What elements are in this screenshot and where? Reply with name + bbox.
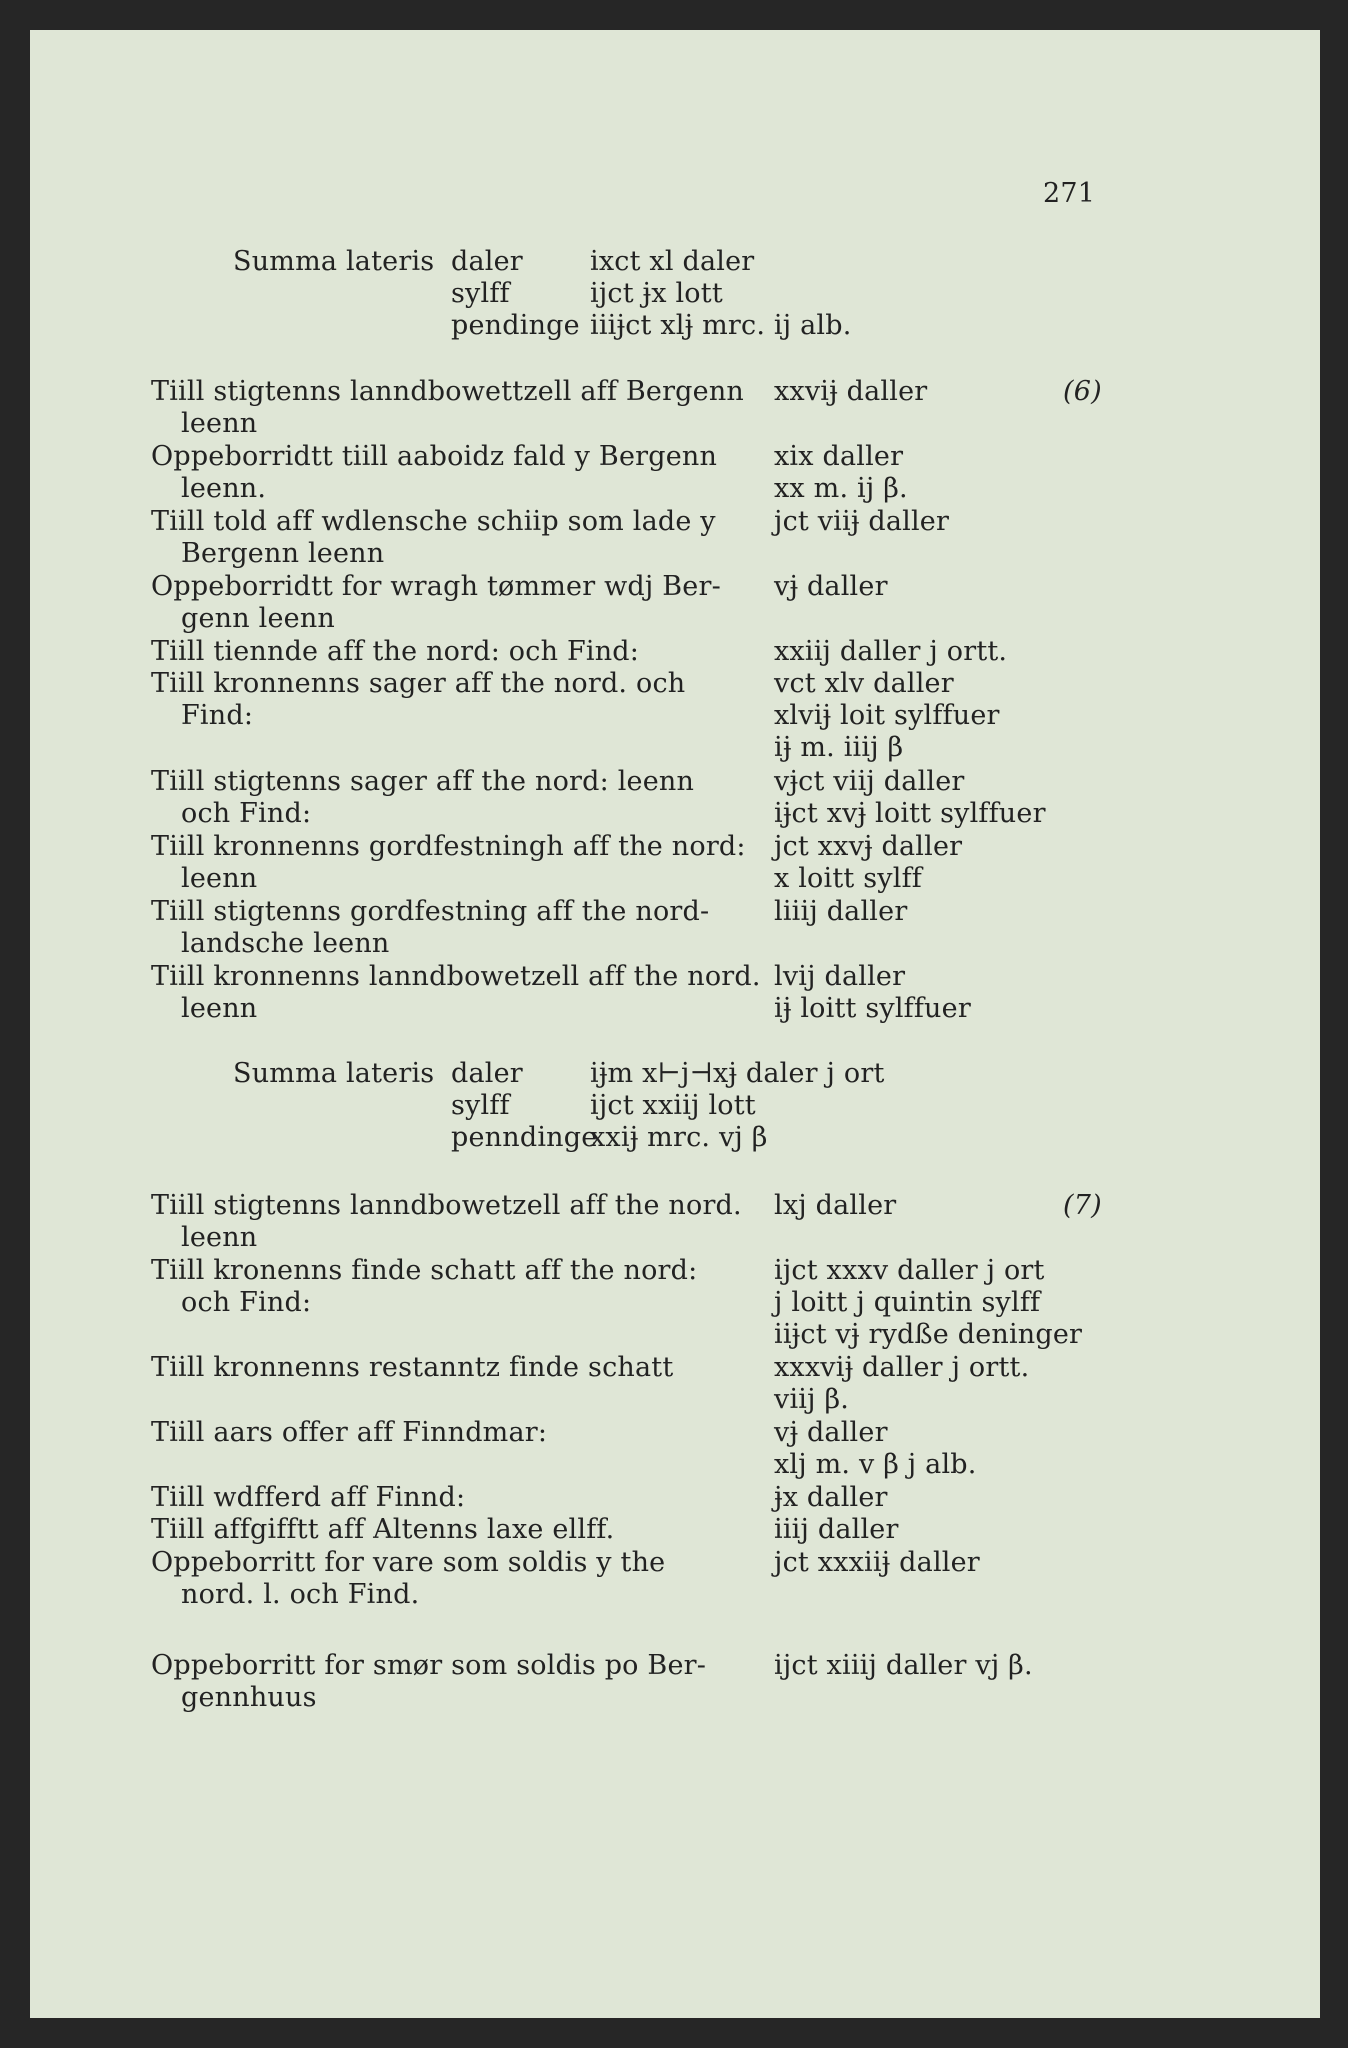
entry-text: Oppeborritt for smør som soldis po Ber- — [151, 1650, 707, 1681]
entry-amount: lvij daller — [774, 961, 906, 992]
entry-text: Find: — [181, 700, 254, 731]
entry-text: Tiill tiennde aff the nord: och Find: — [151, 636, 640, 667]
summa-unit: pendinge — [451, 310, 580, 341]
entry-amount: ɉx daller — [774, 1482, 888, 1513]
summa-unit: daler — [451, 1058, 523, 1089]
entry-text: Tiill affgifftt aff Altenns laxe ellff. — [151, 1514, 615, 1545]
entry-text: Tiill stigtenns lanndbowettzell aff Bergenn — [151, 376, 745, 407]
entry-text: genn leenn — [181, 603, 335, 634]
entry-amount: xx m. ij β. — [774, 473, 908, 504]
entry-text: Tiill told aff wdlensche schiip som lade y — [151, 506, 716, 537]
summa-value: xxiɉ mrc. vj β — [590, 1122, 768, 1153]
entry-text: Oppeborridtt tiill aaboidz fald y Bergenn — [151, 441, 718, 472]
summa-value: iɉm x⊢j⊣xɉ daler j ort — [590, 1058, 885, 1089]
entry-amount: iɉ m. iiij β — [774, 732, 904, 763]
entry-amount: iiij daller — [774, 1514, 899, 1545]
entry-amount: lxj daller — [774, 1190, 897, 1221]
summa-value: ijct ɉx lott — [590, 278, 723, 309]
entry-amount: vɉ daller — [774, 571, 888, 602]
margin-note: (7) — [1063, 1190, 1102, 1221]
summa-label: Summa lateris — [233, 1058, 435, 1089]
entry-text: och Find: — [181, 798, 312, 829]
entry-amount: ijct xiiij daller vj β. — [774, 1650, 1033, 1681]
entry-amount: j loitt j quintin sylff — [774, 1287, 1041, 1318]
summa-value: iiiɉct xlɉ mrc. ij alb. — [590, 310, 852, 341]
entry-amount: xix daller — [774, 441, 904, 472]
entry-amount: xlviɉ loit sylffuer — [774, 700, 1000, 731]
entry-text: landsche leenn — [181, 928, 390, 959]
entry-text: leenn. — [181, 473, 267, 504]
entry-text: och Find: — [181, 1287, 312, 1318]
entry-text: nord. l. och Find. — [181, 1579, 420, 1610]
entry-text: Tiill kronnenns restanntz finde schatt — [151, 1352, 674, 1383]
entry-amount: vɉ daller — [774, 1417, 888, 1448]
entry-amount: viij β. — [774, 1384, 850, 1415]
entry-text: Oppeborritt for vare som soldis y the — [151, 1547, 666, 1578]
entry-text: Bergenn leenn — [181, 538, 385, 569]
entry-amount: iɉct xvɉ loitt sylffuer — [774, 798, 1046, 829]
entry-amount: xlj m. v β j alb. — [774, 1449, 977, 1480]
entry-amount: x loitt sylff — [774, 863, 922, 894]
summa-value: ijct xxiij lott — [590, 1090, 756, 1121]
summa-value: ixct xl daler — [590, 246, 755, 277]
entry-amount: xxxviɉ daller j ortt. — [774, 1352, 1030, 1383]
entry-text: leenn — [181, 408, 258, 439]
summa-unit: sylff — [451, 278, 510, 309]
entry-amount: iiɉct vɉ rydße deninger — [774, 1319, 1083, 1350]
entry-text: Oppeborridtt for wragh tømmer wdj Ber- — [151, 571, 721, 602]
entry-amount: jct xxxiiɉ daller — [774, 1547, 980, 1578]
entry-text: Tiill wdfferd aff Finnd: — [151, 1482, 466, 1513]
entry-text: Tiill kronnenns lanndbowetzell aff the nord. — [151, 961, 761, 992]
entry-text: leenn — [181, 993, 258, 1024]
summa-unit: penndinge — [451, 1122, 598, 1153]
entry-amount: jct xxvɉ daller — [774, 831, 963, 862]
entry-text: leenn — [181, 863, 258, 894]
entry-text: gennhuus — [181, 1682, 317, 1713]
entry-amount: vct xlv daller — [774, 668, 954, 699]
entry-amount: jct viiɉ daller — [774, 506, 950, 537]
entry-text: Tiill kronnenns gordfestningh aff the nord: — [151, 831, 746, 862]
summa-unit: daler — [451, 246, 523, 277]
entry-amount: iɉ loitt sylffuer — [774, 993, 971, 1024]
entry-amount: xxiij daller j ortt. — [774, 636, 1008, 667]
entry-amount: ijct xxxv daller j ort — [774, 1255, 1045, 1286]
entry-amount: liiij daller — [774, 896, 908, 927]
entry-text: Tiill kronenns finde schatt aff the nord: — [151, 1255, 698, 1286]
document-page — [30, 30, 1320, 2018]
entry-text: Tiill stigtenns lanndbowetzell aff the nord. — [151, 1190, 742, 1221]
summa-label: Summa lateris — [233, 246, 435, 277]
entry-text: Tiill stigtenns sager aff the nord: leenn — [151, 766, 695, 797]
entry-amount: vɉct viij daller — [774, 766, 965, 797]
page-number: 271 — [1043, 178, 1096, 209]
summa-unit: sylff — [451, 1090, 510, 1121]
margin-note: (6) — [1063, 376, 1102, 407]
entry-amount: xxviɉ daller — [774, 376, 928, 407]
entry-text: Tiill kronnenns sager aff the nord. och — [151, 668, 686, 699]
entry-text: leenn — [181, 1222, 258, 1253]
entry-text: Tiill stigtenns gordfestning aff the nord- — [151, 896, 710, 927]
entry-text: Tiill aars offer aff Finndmar: — [151, 1417, 548, 1448]
